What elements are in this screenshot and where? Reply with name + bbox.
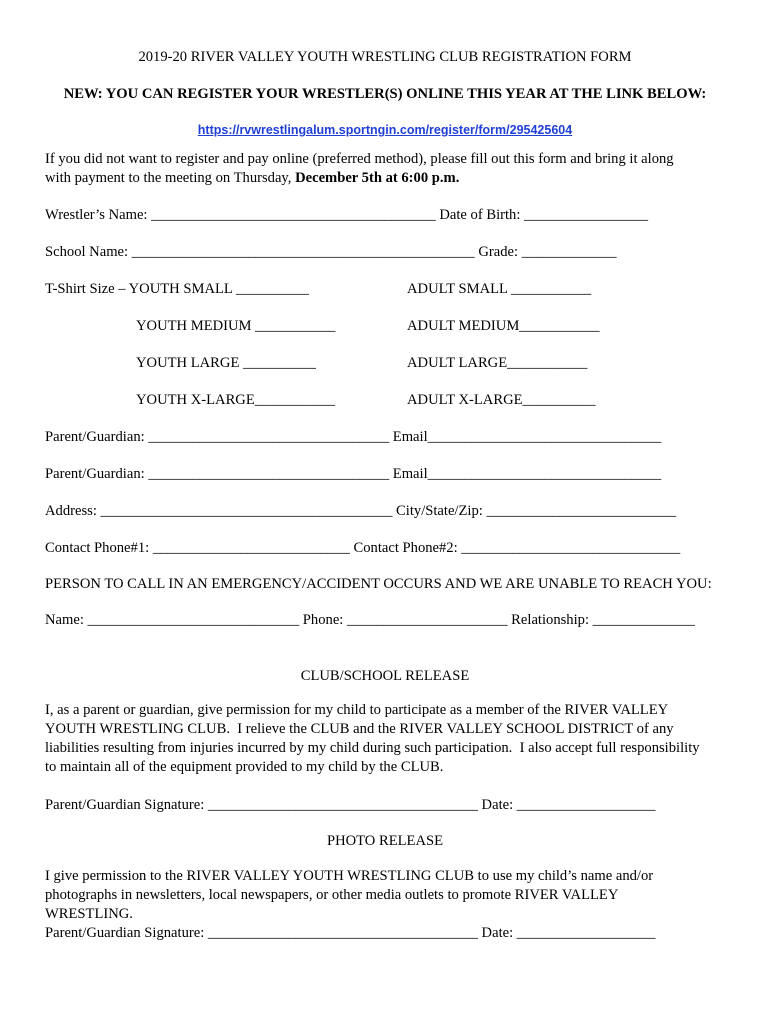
tshirt-youth-xlarge[interactable]: YOUTH X-LARGE___________ bbox=[136, 392, 336, 408]
tshirt-youth-medium[interactable]: YOUTH MEDIUM ___________ bbox=[136, 318, 336, 334]
registration-link[interactable]: https://rvwrestlingalum.sportngin.com/register/form/295425604 bbox=[197, 123, 573, 137]
wrestler-name-field[interactable]: Wrestler’s Name: _______________________________________ Date of Birth: _________________ bbox=[45, 207, 649, 223]
club-release-line: YOUTH WRESTLING CLUB. I relieve the CLUB and the RIVER VALLEY SCHOOL DISTRICT of any bbox=[45, 721, 674, 737]
club-release-heading: CLUB/SCHOOL RELEASE bbox=[300, 668, 470, 684]
meeting-date: December 5th at 6:00 p.m. bbox=[295, 170, 460, 186]
intro-line-1: If you did not want to register and pay online (preferred method), please fill out this form and bring it along bbox=[45, 151, 674, 167]
tshirt-adult-medium[interactable]: ADULT MEDIUM___________ bbox=[407, 318, 600, 334]
online-registration-notice: NEW: YOU CAN REGISTER YOUR WRESTLER(S) ONLINE THIS YEAR AT THE LINK BELOW: bbox=[63, 86, 707, 102]
club-release-line: I, as a parent or guardian, give permission for my child to participate as a member of the RIVER VALLEY bbox=[45, 702, 669, 718]
tshirt-youth-large[interactable]: YOUTH LARGE __________ bbox=[136, 355, 316, 371]
photo-release-signature-field[interactable]: Parent/Guardian Signature: _____________________________________ Date: ___________________ bbox=[45, 925, 656, 941]
tshirt-adult-xlarge[interactable]: ADULT X-LARGE__________ bbox=[407, 392, 596, 408]
photo-release-paragraph bbox=[45, 867, 735, 924]
address-field[interactable]: Address: ________________________________________ City/State/Zip: __________________________ bbox=[45, 503, 677, 519]
parent-guardian-1-field[interactable]: Parent/Guardian: _________________________________ Email________________________________ bbox=[45, 429, 662, 445]
school-name-field[interactable]: School Name: _______________________________________________ Grade: _____________ bbox=[45, 244, 617, 260]
intro-line-2: with payment to the meeting on Thursday, December 5th at 6:00 p.m. bbox=[45, 170, 460, 186]
form-title: 2019-20 RIVER VALLEY YOUTH WRESTLING CLUB REGISTRATION FORM bbox=[138, 49, 632, 65]
club-release-line: liabilities resulting from injuries incurred by my child during such participation. I also accept full responsibility bbox=[45, 740, 700, 756]
tshirt-adult-large[interactable]: ADULT LARGE___________ bbox=[407, 355, 588, 371]
club-release-paragraph bbox=[45, 701, 735, 777]
club-release-line: to maintain all of the equipment provided to my child by the CLUB. bbox=[45, 759, 444, 775]
emergency-contact-fields[interactable]: Name: _____________________________ Phone: ______________________ Relationship: ______________ bbox=[45, 612, 695, 628]
photo-release-line: WRESTLING. bbox=[45, 906, 133, 922]
contact-phones-field[interactable]: Contact Phone#1: ___________________________ Contact Phone#2: ______________________________ bbox=[45, 540, 681, 556]
tshirt-adult-small[interactable]: ADULT SMALL ___________ bbox=[407, 281, 592, 297]
club-release-signature-field[interactable]: Parent/Guardian Signature: _____________________________________ Date: ___________________ bbox=[45, 797, 656, 813]
photo-release-line: photographs in newsletters, local newspapers, or other media outlets to promote RIVER VALLEY bbox=[45, 887, 619, 903]
photo-release-line: I give permission to the RIVER VALLEY YOUTH WRESTLING CLUB to use my child’s name and/or bbox=[45, 868, 654, 884]
intro-paragraph bbox=[45, 150, 735, 188]
photo-release-heading: PHOTO RELEASE bbox=[326, 833, 444, 849]
parent-guardian-2-field[interactable]: Parent/Guardian: _________________________________ Email________________________________ bbox=[45, 466, 662, 482]
emergency-contact-heading: PERSON TO CALL IN AN EMERGENCY/ACCIDENT OCCURS AND WE ARE UNABLE TO REACH YOU: bbox=[45, 576, 712, 592]
tshirt-youth-small[interactable]: T-Shirt Size – YOUTH SMALL __________ bbox=[45, 281, 309, 297]
